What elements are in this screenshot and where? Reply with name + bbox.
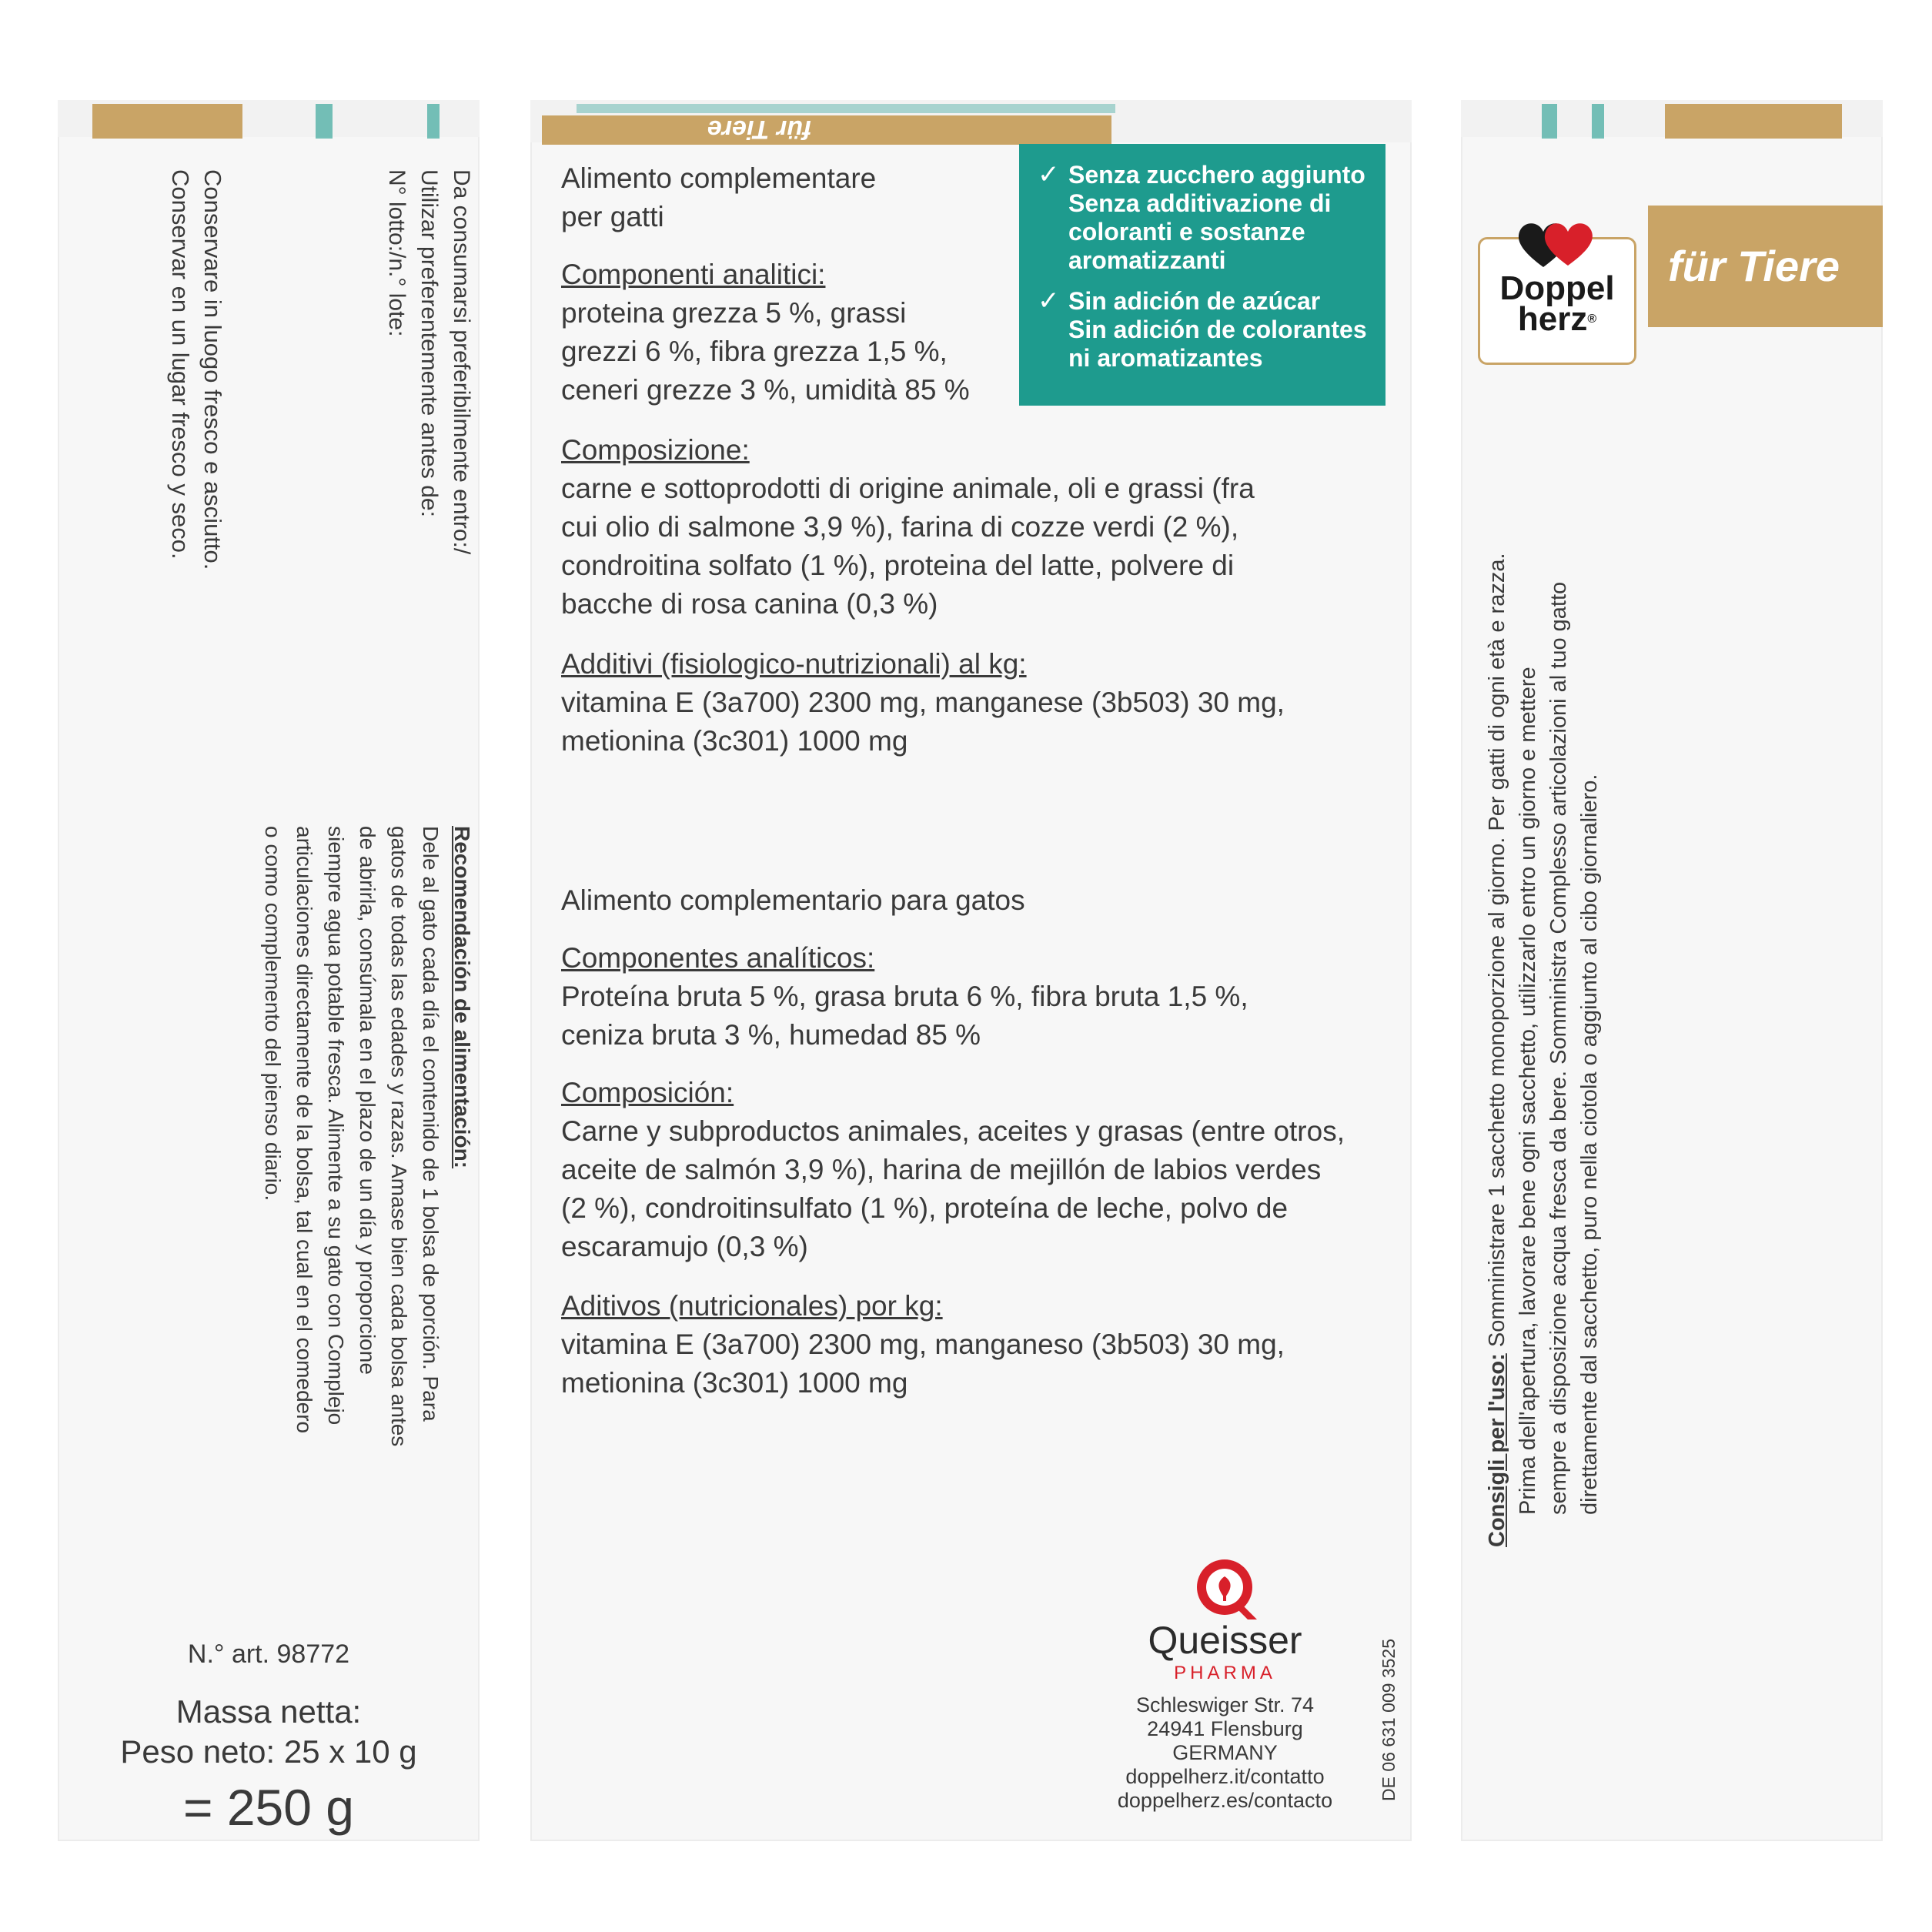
it-composition: Composizione: carne e sottoprodotti di origine animale, oli e grassi (fra cui olio di salmone 3,9 %), farina di cozze verdi (2 %), condroitina solfato (1 %), proteina del latte, polvere di bacche di rosa canina (0,3 %) bbox=[561, 434, 1255, 620]
it-title: Alimento complementare per gatti bbox=[561, 162, 877, 232]
feeding-recommendation: Recomendación de alimentación: Dele al gato cada día el contenido de 1 bolsa de porción. Para gatos de todas las edades y razas. Amase bien cada bolsa antes de abrirla, consúmala en el plazo de un día y proporcione siempre agua potable fresca. Alimente a su gato con Complejo articulaciones directamente de la bolsa, tal cual en el comedero o como complemento del pienso diario. bbox=[257, 826, 478, 1446]
es-additives: Aditivos (nutricionales) por kg: vitamina E (3a700) 2300 mg, manganeso (3b503) 30 mg, metionina (3c301) 1000 mg bbox=[561, 1290, 1285, 1399]
check-icon: ✓ bbox=[1038, 160, 1060, 189]
gold-flap-strip bbox=[92, 104, 242, 139]
hearts-icon bbox=[1513, 216, 1605, 270]
center-back-panel bbox=[530, 100, 1412, 1841]
feeding-title: Recomendación de alimentación: bbox=[450, 826, 474, 1168]
address-block: Schleswiger Str. 74 24941 Flensburg GERMANY doppelherz.it/contatto doppelherz.es/contacto bbox=[1117, 1693, 1333, 1812]
queisser-logo-icon bbox=[1192, 1553, 1262, 1623]
teal-flap-strip bbox=[1592, 104, 1604, 139]
usage-head: Consigli per l'uso: bbox=[1485, 1353, 1509, 1547]
left-side-panel bbox=[58, 100, 480, 1841]
gold-flap-strip bbox=[1665, 104, 1842, 139]
teal-flap-strip bbox=[316, 104, 333, 139]
flap-label: für Tiere bbox=[707, 115, 812, 144]
es-analytic: Componentes analíticos: Proteína bruta 5 %, grasa bruta 6 %, fibra bruta 1,5 %, ceniza bruta 3 %, humedad 85 % bbox=[561, 942, 1248, 1051]
it-analytic: Componenti analitici: proteina grezza 5 %, grassi grezzi 6 %, fibra grezza 1,5 %, ceneri grezze 3 %, umidità 85 % bbox=[561, 259, 970, 406]
logo-text-herz: herz® bbox=[1517, 300, 1597, 338]
gold-flap-strip bbox=[542, 115, 1111, 145]
doppelherz-logo bbox=[1478, 237, 1636, 365]
net-mass-total: = 250 g bbox=[182, 1779, 355, 1836]
es-title: Alimento complementario para gatos bbox=[561, 884, 1025, 916]
fur-tiere-tag: für Tiere bbox=[1648, 206, 1883, 327]
logo-text-doppel: Doppel bbox=[1499, 269, 1615, 307]
net-mass: Massa netta: Peso neto: 25 x 10 g bbox=[120, 1693, 417, 1770]
usage-instructions: Consigli per l'uso: Somministrare 1 sacchetto monoporzione al giorno. Per gatti di ogni età e razza. Prima dell'apertura, lavorare bene ogni sacchetto, utilizzarlo entro un giorno e mettere sempre a disposizione acqua fresca da bere. Somministra Complesso articolazioni al tuo gatto direttamente dal sacchetto, puro nella ciotola o aggiunto al cibo giornaliero. bbox=[1485, 553, 1602, 1547]
article-number: N.° art. 98772 bbox=[187, 1640, 350, 1669]
right-side-panel bbox=[1461, 100, 1883, 1841]
teal-flap-strip bbox=[1542, 104, 1557, 139]
brand-sub: PHARMA bbox=[1174, 1663, 1276, 1683]
teal-flap-strip bbox=[427, 104, 440, 139]
check-icon: ✓ bbox=[1038, 286, 1060, 316]
claims-box: ✓ Senza zucchero aggiunto Senza additivazione di coloranti e sostanze aromatizzanti ✓ Sin adición de azúcar Sin adición de colorantes ni aromatizantes bbox=[1019, 144, 1385, 406]
teal-flap-strip bbox=[577, 104, 1115, 113]
it-additives: Additivi (fisiologico-nutrizionali) al kg: vitamina E (3a700) 2300 mg, manganese (3b503) 30 mg, metionina (3c301) 1000 mg bbox=[561, 648, 1285, 757]
storage-text: Conservare in luogo fresco e asciutto. Conservar en un lugar fresco y seco. bbox=[167, 169, 226, 570]
registration-code: DE 06 631 009 3525 bbox=[1379, 1638, 1399, 1801]
best-before-text: Da consumarsi preferibilmente entro:/ Utilizar preferentemente antes de: N° lotto:/n.° lote: bbox=[384, 169, 474, 555]
brand-name: Queisser bbox=[1148, 1619, 1302, 1662]
es-composition: Composición: Carne y subproductos animales, aceites y grasas (entre otros, aceite de salmón 3,9 %), harina de mejillón de labios verdes (2 %), condroitinsulfato (1 %), proteína de leche, polvo de escaramujo (0,3 %) bbox=[561, 1077, 1345, 1262]
